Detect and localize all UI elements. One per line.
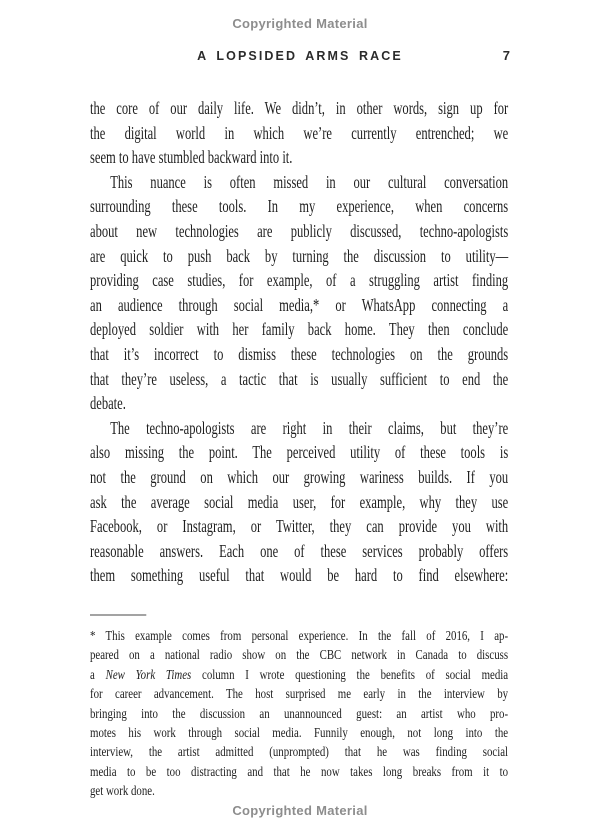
- copyright-bottom-label: Copyrighted Material: [232, 803, 368, 818]
- copyright-top-label: Copyrighted Material: [232, 16, 368, 31]
- body-text: [90, 96, 508, 588]
- footnote: [90, 612, 508, 801]
- footnote-line: motes his work through social media. Funnily enough, not long into the: [90, 725, 509, 741]
- text-line: that it’s incorrect to dismiss these technologies on the grounds: [90, 343, 509, 364]
- text-line: seem to have stumbled backward into it.: [90, 147, 293, 168]
- text-line: reasonable answers. Each one of these services probably offers: [90, 540, 509, 561]
- running-header-title: A LOPSIDED ARMS RACE: [197, 49, 403, 63]
- text-line: ask the average social media user, for example, why they use: [90, 491, 509, 512]
- text-line: deployed soldier with her family back home. They then conclude: [90, 319, 509, 340]
- footnote-line: get work done.: [90, 783, 155, 799]
- footnote-text: a: [90, 666, 106, 682]
- paragraph: [90, 170, 508, 416]
- paragraph: [90, 416, 508, 588]
- footnote-line: media to be too distracting and that he now takes long breaks from it to: [90, 763, 509, 779]
- footnote-line: bringing into the discussion an unannounced guest: an artist who pro-: [90, 705, 509, 721]
- text-line: providing case studies, for example, of a struggling artist finding: [90, 270, 509, 291]
- text-line: the core of our daily life. We didn’t, in other words, sign up for: [90, 98, 509, 118]
- text-line: an audience through social media,* or WhatsApp connecting a: [90, 294, 509, 315]
- footnote-line: * This example comes from personal experience. In the fall of 2016, I ap-: [90, 628, 509, 643]
- footnote-line: [90, 665, 508, 684]
- footnote-text: column I wrote questioning the benefits of social media: [191, 666, 509, 682]
- text-line: them something useful that would be hard to find elsewhere:: [90, 565, 509, 586]
- text-line: not the ground on which our growing wariness builds. If you: [90, 466, 509, 487]
- book-title-italic: New York Times: [105, 666, 192, 682]
- text-line: Facebook, or Instagram, or Twitter, they can provide you with: [90, 516, 509, 537]
- footnote-rule: [90, 614, 146, 616]
- text-line: also missing the point. The perceived utility of these tools is: [90, 442, 509, 463]
- text-line: This nuance is often missed in our cultural conversation: [110, 171, 509, 192]
- footnote-line: interview, the artist admitted (unprompted) that he was finding social: [90, 744, 509, 760]
- text-line: that they’re useless, a tactic that is usually sufficient to end the: [90, 368, 509, 389]
- text-line: surrounding these tools. In my experience, when concerns: [90, 196, 509, 217]
- page-number: 7: [502, 48, 510, 63]
- footnote-line: for career advancement. The host surprised me early in the interview by: [90, 686, 509, 702]
- footnote-line: peared on a national radio show on the CBC network in Canada to discuss: [90, 647, 509, 663]
- text-line: are quick to push back by turning the discussion to utility—: [90, 245, 509, 266]
- text-line: the digital world in which we’re currently entrenched; we: [90, 122, 509, 143]
- paragraph: [90, 96, 508, 170]
- text-line: The techno-apologists are right in their claims, but they’re: [110, 417, 509, 438]
- text-line: about new technologies are publicly discussed, techno-apologists: [90, 220, 509, 241]
- text-line: debate.: [90, 393, 126, 414]
